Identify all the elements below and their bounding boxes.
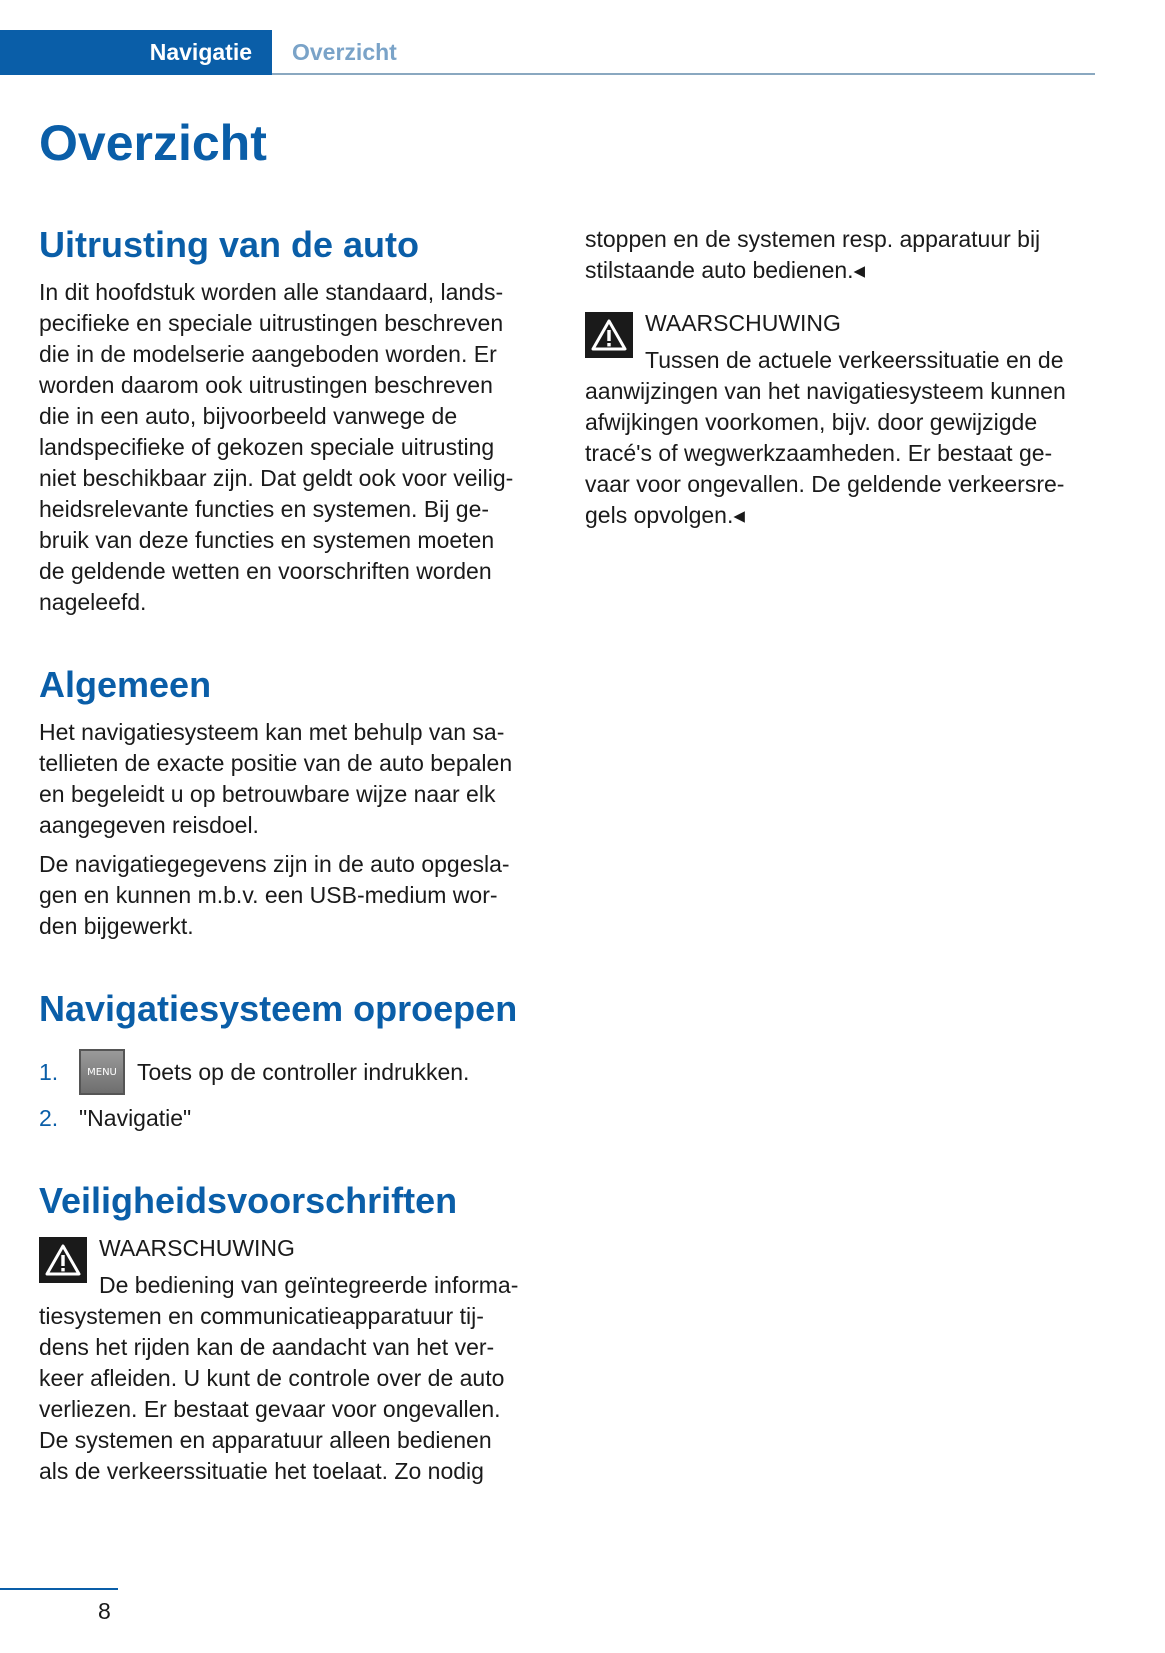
text-line: aangegeven reisdoel. <box>39 812 259 838</box>
text-line: worden daarom ook uitrustingen beschreven <box>39 372 493 398</box>
text-line: pecifieke en speciale uitrustingen beschreven <box>39 310 504 336</box>
step-item <box>39 1103 549 1134</box>
step-number: 1. <box>39 1058 59 1085</box>
text-line: die in de modelserie aangeboden worden. Er <box>39 341 497 367</box>
text-line: nageleefd. <box>39 589 147 615</box>
warning-text <box>585 345 1095 531</box>
heading-oproepen: Navigatiesysteem oproepen <box>39 988 518 1029</box>
text-line: tiesystemen en communicatieapparatuur tij- <box>39 1303 484 1329</box>
text-line: aanwijzingen van het navigatiesysteem kunnen <box>585 378 1066 404</box>
text-line: den bijgewerkt. <box>39 913 194 939</box>
section-navigatiesysteem-oproepen <box>39 986 549 1134</box>
text-line: als de verkeerssituatie het toelaat. Zo nodig <box>39 1458 484 1484</box>
step-text: Toets op de controller indrukken. <box>137 1058 470 1085</box>
text-line: en begeleidt u op betrouwbare wijze naar elk <box>39 781 496 807</box>
footer-rule <box>0 1588 118 1590</box>
text-line: tellieten de exacte positie van de auto bepalen <box>39 750 513 776</box>
text-line: Het navigatiesysteem kan met behulp van sa- <box>39 719 505 745</box>
section-veiligheidsvoorschriften <box>39 1178 549 1487</box>
paragraph-uitrusting <box>39 277 549 618</box>
warning-text <box>39 1270 549 1487</box>
warning-triangle-icon <box>39 1237 87 1283</box>
section-tab-overzicht[interactable]: Overzicht <box>292 39 397 65</box>
step-number: 2. <box>39 1105 59 1131</box>
text-line: gen en kunnen m.b.v. een USB-medium wor- <box>39 882 498 908</box>
heading-uitrusting: Uitrusting van de auto <box>39 224 420 265</box>
warning-block <box>39 1233 549 1487</box>
right-column <box>585 224 1095 531</box>
text-line: dens het rijden kan de aandacht van het ver- <box>39 1334 495 1360</box>
heading-veiligheid: Veiligheidsvoorschriften <box>39 1180 458 1221</box>
header-rule <box>272 73 1095 75</box>
text-line: In dit hoofdstuk worden alle standaard, lands- <box>39 279 504 305</box>
text-line: De bediening van geïntegreerde informa- <box>99 1272 519 1298</box>
text-line: keer afleiden. U kunt de controle over de auto <box>39 1365 505 1391</box>
text-line: Tussen de actuele verkeerssituatie en de <box>645 347 1064 373</box>
text-line: gels opvolgen.◂ <box>585 502 745 528</box>
text-line: landspecifieke of gekozen speciale uitrusting <box>39 434 495 460</box>
text-line: stilstaande auto bedienen.◂ <box>585 257 866 283</box>
text-line: heidsrelevante functies en systemen. Bij ge- <box>39 496 490 522</box>
page-number: 8 <box>98 1598 111 1624</box>
left-column <box>39 222 549 1487</box>
text-line: De navigatiegegevens zijn in de auto opgesla- <box>39 851 510 877</box>
paragraph-algemeen-2 <box>39 849 549 942</box>
text-line: tracé's of wegwerkzaamheden. Er bestaat ge- <box>585 440 1053 466</box>
paragraph-algemeen-1 <box>39 717 549 841</box>
step-item <box>39 1049 549 1095</box>
page-title: Overzicht <box>39 115 267 171</box>
warning-title: WAARSCHUWING <box>99 1235 295 1261</box>
chapter-tab-navigatie[interactable]: Navigatie <box>0 30 272 75</box>
text-line: die in een auto, bijvoorbeeld vanwege de <box>39 403 458 429</box>
text-line: De systemen en apparatuur alleen bedienen <box>39 1427 492 1453</box>
section-uitrusting <box>39 222 549 618</box>
text-line: stoppen en de systemen resp. apparatuur bij <box>585 226 1041 252</box>
continued-paragraph <box>585 224 1095 286</box>
warning-block <box>585 308 1095 531</box>
warning-triangle-icon <box>585 312 633 358</box>
steps-list <box>39 1049 549 1134</box>
heading-algemeen: Algemeen <box>39 664 212 705</box>
text-line: bruik van deze functies en systemen moeten <box>39 527 495 553</box>
text-line: niet beschikbaar zijn. Dat geldt ook voor veilig- <box>39 465 514 491</box>
warning-title: WAARSCHUWING <box>645 310 841 336</box>
section-algemeen <box>39 662 549 942</box>
text-line: afwijkingen voorkomen, bijv. door gewijzigde <box>585 409 1038 435</box>
menu-button-icon: MENU <box>79 1049 125 1095</box>
header-bar <box>0 30 1095 75</box>
text-line: verliezen. Er bestaat gevaar voor ongevallen. <box>39 1396 501 1422</box>
step-text: "Navigatie" <box>79 1105 192 1131</box>
text-line: de geldende wetten en voorschriften worden <box>39 558 492 584</box>
text-line: vaar voor ongevallen. De geldende verkeersre- <box>585 471 1065 497</box>
